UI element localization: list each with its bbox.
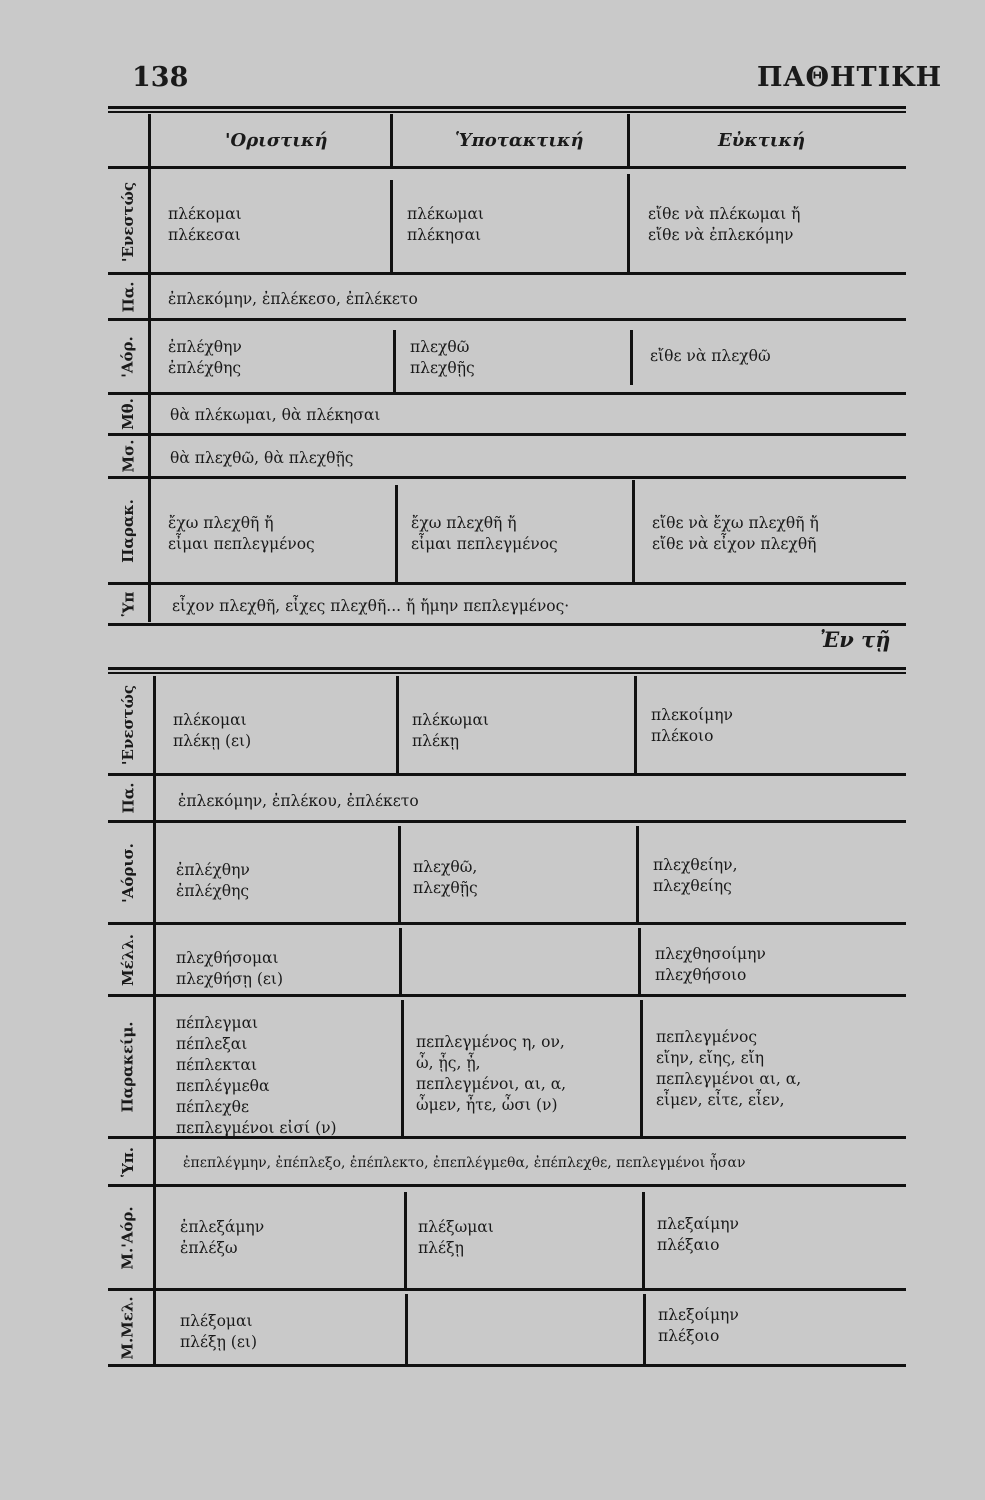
- section-rule: [108, 667, 906, 670]
- table-cell-indicative: ἐπλέχθην ἐπλέχθης: [168, 338, 242, 377]
- row-rule: [108, 433, 906, 436]
- section-rule-inner: [108, 672, 906, 674]
- table-cell-full-width: ἐπλεκόμην, ἐπλέκου, ἐπλέκετο: [178, 792, 419, 810]
- row-label: Μ.'Αόρ.: [119, 1205, 138, 1270]
- table-cell-subjunctive: πλέξωμαι πλέξῃ: [418, 1218, 494, 1257]
- column-separator: [393, 330, 396, 392]
- table-cell-subjunctive: πλεχθῶ, πλεχθῇς: [413, 858, 478, 897]
- table-cell-optative: πλεκοίμην πλέκοιο: [651, 706, 733, 745]
- column-separator: [395, 485, 398, 582]
- row-rule: [108, 582, 906, 585]
- row-label: Μέλλ.: [119, 933, 138, 986]
- table-cell-subjunctive: πλέκωμαι πλέκησαι: [407, 205, 484, 244]
- label-separator: [148, 114, 151, 622]
- row-rule: [108, 922, 906, 925]
- row-label: 'Αόρ.: [119, 335, 137, 378]
- column-separator: [390, 180, 393, 272]
- row-rule: [108, 994, 906, 997]
- row-rule: [108, 272, 906, 275]
- table-cell-indicative: ἐπλέχθην ἐπλέχθης: [176, 861, 250, 900]
- table-cell-full-width: θὰ πλεχθῶ, θὰ πλεχθῇς: [170, 449, 354, 467]
- column-separator: [390, 114, 393, 166]
- column-separator: [642, 1192, 645, 1288]
- table-cell-optative: εἴθε νὰ ἔχω πλεχθῆ ἤ εἴθε νὰ εἶχον πλεχθῆ: [652, 514, 819, 553]
- table-cell-optative: εἴθε νὰ πλεχθῶ: [650, 347, 771, 365]
- table-cell-indicative: πλέκομαι πλέκεσαι: [168, 205, 242, 244]
- row-rule: [108, 392, 906, 395]
- column-separator: [401, 1000, 404, 1136]
- row-label: Παρακ.: [119, 498, 138, 563]
- label-separator: [153, 676, 156, 1364]
- row-label: Ὑπ.: [119, 1146, 137, 1177]
- table-cell-optative: πλεξοίμην πλέξοιο: [658, 1306, 739, 1345]
- table-cell-indicative: πλέξομαι πλέξῃ (ει): [180, 1312, 257, 1351]
- column-separator: [404, 1192, 407, 1288]
- table-cell-optative: πεπλεγμένος εἴην, εἴης, εἴη πεπλεγμένοι αι, α, εἶμεν, εἶτε, εἶεν,: [656, 1028, 802, 1109]
- table-cell-indicative: ἐπλεξάμην ἐπλέξω: [180, 1218, 265, 1257]
- bottom-rule: [108, 1364, 906, 1367]
- row-rule: [108, 820, 906, 823]
- row-rule: [108, 623, 906, 626]
- table-cell-subjunctive: ἔχω πλεχθῆ ἤ εἶμαι πεπλεγμένος: [411, 514, 558, 553]
- column-header-indicative: 'Οριστική: [225, 130, 328, 151]
- column-separator: [398, 826, 401, 922]
- table-cell-optative: εἴθε νὰ πλέκωμαι ἤ εἴθε νὰ ἐπλεκόμην: [648, 205, 801, 244]
- table-cell-subjunctive: πλέκωμαι πλέκῃ: [412, 711, 489, 750]
- section-heading: Ἐν τῇ: [820, 627, 891, 652]
- top-rule: [108, 106, 906, 109]
- table-cell-optative: πλεξαίμην πλέξαιο: [657, 1215, 739, 1254]
- row-rule: [108, 318, 906, 321]
- column-separator: [643, 1294, 646, 1364]
- top-rule-inner: [108, 111, 906, 113]
- page-number: 138: [132, 62, 189, 93]
- column-separator: [396, 676, 399, 773]
- column-separator: [636, 826, 639, 922]
- column-separator: [634, 676, 637, 773]
- table-cell-optative: πλεχθησοίμην πλεχθήσοιο: [655, 945, 766, 984]
- column-separator: [630, 330, 633, 385]
- row-rule: [108, 773, 906, 776]
- table-cell-full-width: ἐπλεκόμην, ἐπλέκεσο, ἐπλέκετο: [168, 290, 418, 308]
- row-label: 'Ενεστώς: [119, 684, 137, 765]
- table-cell-indicative: πλέκομαι πλέκῃ (ει): [173, 711, 252, 750]
- row-label: Ὑπ: [119, 591, 137, 617]
- row-rule: [108, 1288, 906, 1291]
- row-rule: [108, 1184, 906, 1187]
- row-label: Παρακείμ.: [119, 1020, 137, 1113]
- column-separator: [627, 174, 630, 272]
- column-separator: [640, 1000, 643, 1136]
- row-label: Μσ.: [118, 439, 137, 473]
- row-label: Πα.: [119, 281, 137, 312]
- row-label: Μθ.: [119, 398, 137, 430]
- column-separator: [405, 1294, 408, 1364]
- column-header-subjunctive: Ὑποτακτική: [455, 130, 584, 151]
- row-label: 'Αόρισ.: [119, 842, 138, 903]
- table-cell-subjunctive: πεπλεγμένος η, ον, ὦ, ᾖς, ᾖ, πεπλεγμένοι, αι, α, ὦμεν, ἦτε, ὦσι (ν): [416, 1033, 567, 1114]
- table-cell-indicative: πέπλεγμαι πέπλεξαι πέπλεκται πεπλέγμεθα πέπλεχθε πεπλεγμένοι εἰσί (ν): [176, 1014, 337, 1137]
- page-title: ΠΑΘΗΤΙΚΗ: [757, 62, 943, 93]
- table-cell-full-width: ἐπεπλέγμην, ἐπέπλεξο, ἐπέπλεκτο, ἐπεπλέγμεθα, ἐπέπλεχθε, πεπλεγμένοι ἦσαν: [183, 1155, 746, 1171]
- column-separator: [638, 928, 641, 994]
- column-separator: [399, 928, 402, 994]
- column-separator: [627, 114, 630, 166]
- table-cell-subjunctive: πλεχθῶ πλεχθῇς: [410, 338, 475, 377]
- column-header-optative: Εὐκτική: [718, 130, 806, 151]
- table-cell-full-width: θὰ πλέκωμαι, θὰ πλέκησαι: [170, 406, 381, 424]
- table-cell-full-width: εἶχον πλεχθῆ, εἶχες πλεχθῆ... ἤ ἤμην πεπλεγμένος·: [172, 597, 570, 615]
- table-cell-indicative: πλεχθήσομαι πλεχθήσῃ (ει): [176, 949, 284, 988]
- table-cell-optative: πλεχθείην, πλεχθείης: [653, 856, 738, 895]
- row-label: Μ.Μελ.: [119, 1295, 138, 1360]
- table-cell-indicative: ἔχω πλεχθῆ ἤ εἶμαι πεπλεγμένος: [168, 514, 315, 553]
- row-label: Πα.: [119, 782, 137, 814]
- column-header-rule: [108, 166, 906, 169]
- column-separator: [632, 480, 635, 582]
- row-label: 'Ενεστώς: [119, 181, 137, 263]
- row-rule: [108, 476, 906, 479]
